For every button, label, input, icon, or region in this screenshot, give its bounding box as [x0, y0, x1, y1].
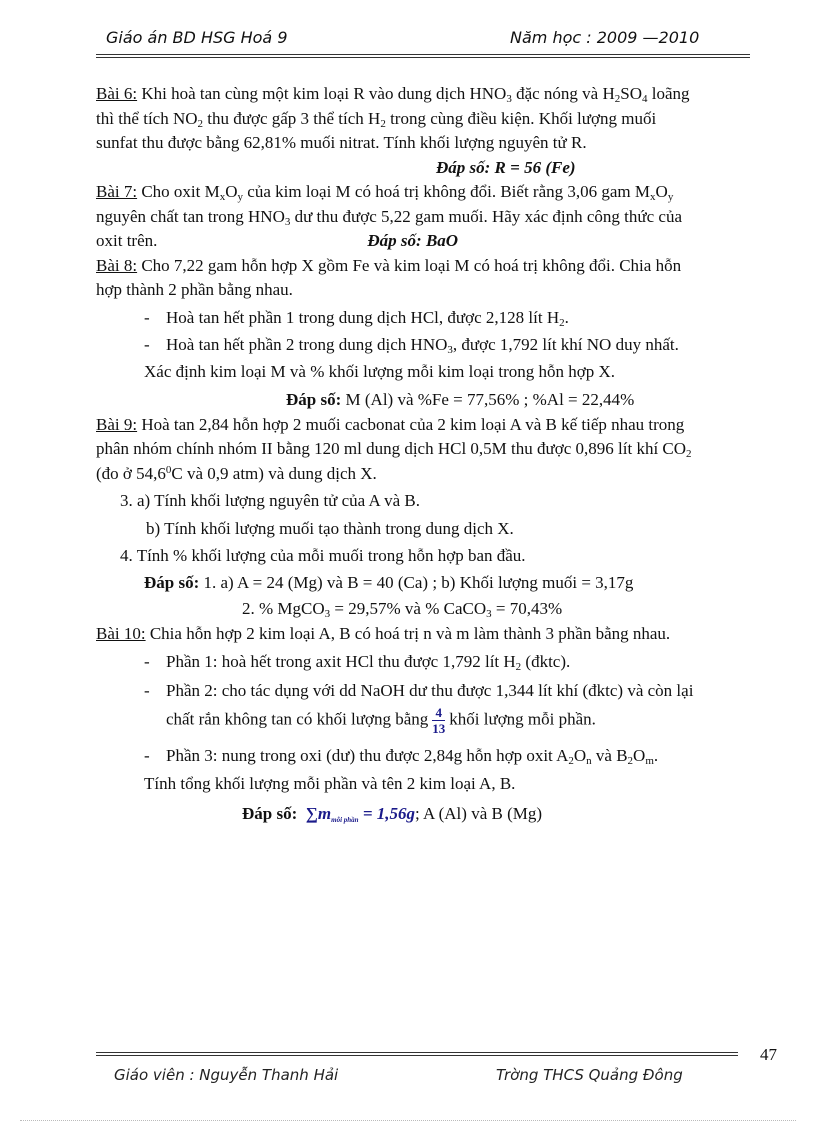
bai9-answer1: Đáp số: 1. a) A = 24 (Mg) và B = 40 (Ca) ; b) Khối lượng muối = 3,17g	[144, 572, 634, 592]
header-rule-2	[96, 57, 750, 58]
bai8-question: Xác định kim loại M và % khối lượng mỗi kim loại trong hỗn hợp X.	[144, 361, 616, 381]
bai8-line1: Bài 8: Cho 7,22 gam hỗn hợp X gồm Fe và kim loại M có hoá trị không đổi. Chia hỗn	[96, 255, 682, 275]
bai10-question: Tính tổng khối lượng mỗi phần và tên 2 kim loại A, B.	[144, 773, 516, 793]
document-body	[96, 82, 780, 827]
bai10-part3: - Phần 3: nung trong oxi (dư) thu được 2,84g hỗn hợp oxit $A_2O_n$ và $B_2O_m$.	[144, 746, 659, 767]
bai8-item1: - Hoà tan hết phần 1 trong dung dịch HCl, được 2,128 lít $H_2$.	[144, 307, 569, 329]
bai9-item4: 4. Tính % khối lượng của mỗi muối trong hỗn hợp ban đầu.	[120, 546, 526, 565]
page-number: 47	[760, 1045, 777, 1064]
bai8-line2: hợp thành 2 phần bằng nhau.	[96, 280, 293, 299]
header-rule-1	[96, 54, 750, 55]
bai8-answer: Đáp số: M (Al) và %Fe = 77,56% ; %Al = 22,44%	[286, 390, 635, 409]
footer-rule-1	[96, 1052, 738, 1053]
page-footer	[100, 1066, 750, 1088]
bai9-line2: phân nhóm chính nhóm II bằng 120 ml dung dịch HCl 0,5M thu được 0,896 lít khí $CO_2$	[96, 439, 692, 460]
bai6-answer: Đáp số: R = 56 (Fe)	[436, 157, 576, 177]
bai6-line1: Bài 6: Khi hoà tan cùng một kim loại R vào dung dịch $HNO_3$ đặc nóng và $H_2SO_4$ loãng	[96, 84, 690, 105]
bai10-answer: Đáp số: $\sum m_{mỗi phần} = 1,56g$; A (Al) và B (Mg)	[242, 804, 543, 824]
page-bottom-divider	[20, 1120, 796, 1121]
fraction-4-13: $\frac{4}{13}$	[432, 705, 446, 736]
bai7-line1: Bài 7: Cho oxit $M_xO_y$ của kim loại M có hoá trị không đổi. Biết rằng 3,06 gam $M_xO_y$	[96, 182, 674, 203]
bai7-label: Bài 7:	[96, 182, 138, 201]
bai6-label: Bài 6:	[96, 84, 138, 103]
bai10-line1: Bài 10: Chia hỗn hợp 2 kim loại A, B có hoá trị n và m làm thành 3 phần bằng nhau.	[96, 623, 671, 643]
bai9-label: Bài 9:	[96, 414, 138, 434]
bai9-item3: 3. a) Tính khối lượng nguyên tử của A và B.	[120, 491, 421, 510]
bai6-line2: thì thể tích $NO_2$ thu được gấp 3 thể tích $H_2$ trong cùng điều kiện. Khối lượng muối	[96, 108, 657, 130]
bai9-item3b: b) Tính khối lượng muối tạo thành trong dung dịch X.	[146, 518, 514, 538]
bai8-label: Bài 8:	[96, 255, 138, 275]
sum-formula: $\sum m_{mỗi phần} = 1,56g$	[305, 804, 415, 824]
bai10-label: Bài 10:	[96, 623, 146, 643]
footer-teacher: Giáo viên : Nguyễn Thanh Hải	[114, 1066, 339, 1084]
header-year: Năm học : 2009 —2010	[510, 28, 700, 47]
bai9-line3: (đo ở 54,6$^0$C và 0,9 atm) và dung dịch X.	[96, 463, 377, 483]
bai10-part2-line2: chất rắn không tan có khối lượng bằng $\frac{4}{13}$ khối lượng mỗi phần.	[166, 705, 596, 736]
header-title: Giáo án BD HSG Hoá 9	[106, 28, 288, 47]
bai7-line3: oxit trên. Đáp số: BaO	[96, 231, 459, 250]
bai8-item2: - Hoà tan hết phần 2 trong dung dịch $HNO_3$, được 1,792 lít khí NO duy nhất.	[144, 335, 679, 356]
bai10-part1: - Phần 1: hoà hết trong axit HCl thu được 1,792 lít $H_2$ (đktc).	[144, 652, 571, 673]
bai6-line3: sunfat thu được bằng 62,81% muối nitrat. Tính khối lượng nguyên tử R.	[96, 133, 587, 152]
bai10-part2-line1: - Phần 2: cho tác dụng với dd NaOH dư thu được 1,344 lít khí (đktc) và còn lại	[144, 680, 694, 700]
bai9-answer2: 2. % MgCO$_3$ = 29,57% và % CaCO$_3$ = 70,43%	[242, 599, 563, 620]
footer-rule-2	[96, 1055, 738, 1056]
page-header	[100, 28, 750, 50]
bai7-line2: nguyên chất tan trong $HNO_3$ dư thu được 5,22 gam muối. Hãy xác định công thức của	[96, 206, 682, 228]
footer-school: Trờng THCS Quảng Đông	[496, 1066, 683, 1084]
bai7-answer: Đáp số: BaO	[367, 231, 459, 250]
bai9-line1: Bài 9: Hoà tan 2,84 hỗn hợp 2 muối cacbonat của 2 kim loại A và B kế tiếp nhau trong	[96, 414, 685, 434]
